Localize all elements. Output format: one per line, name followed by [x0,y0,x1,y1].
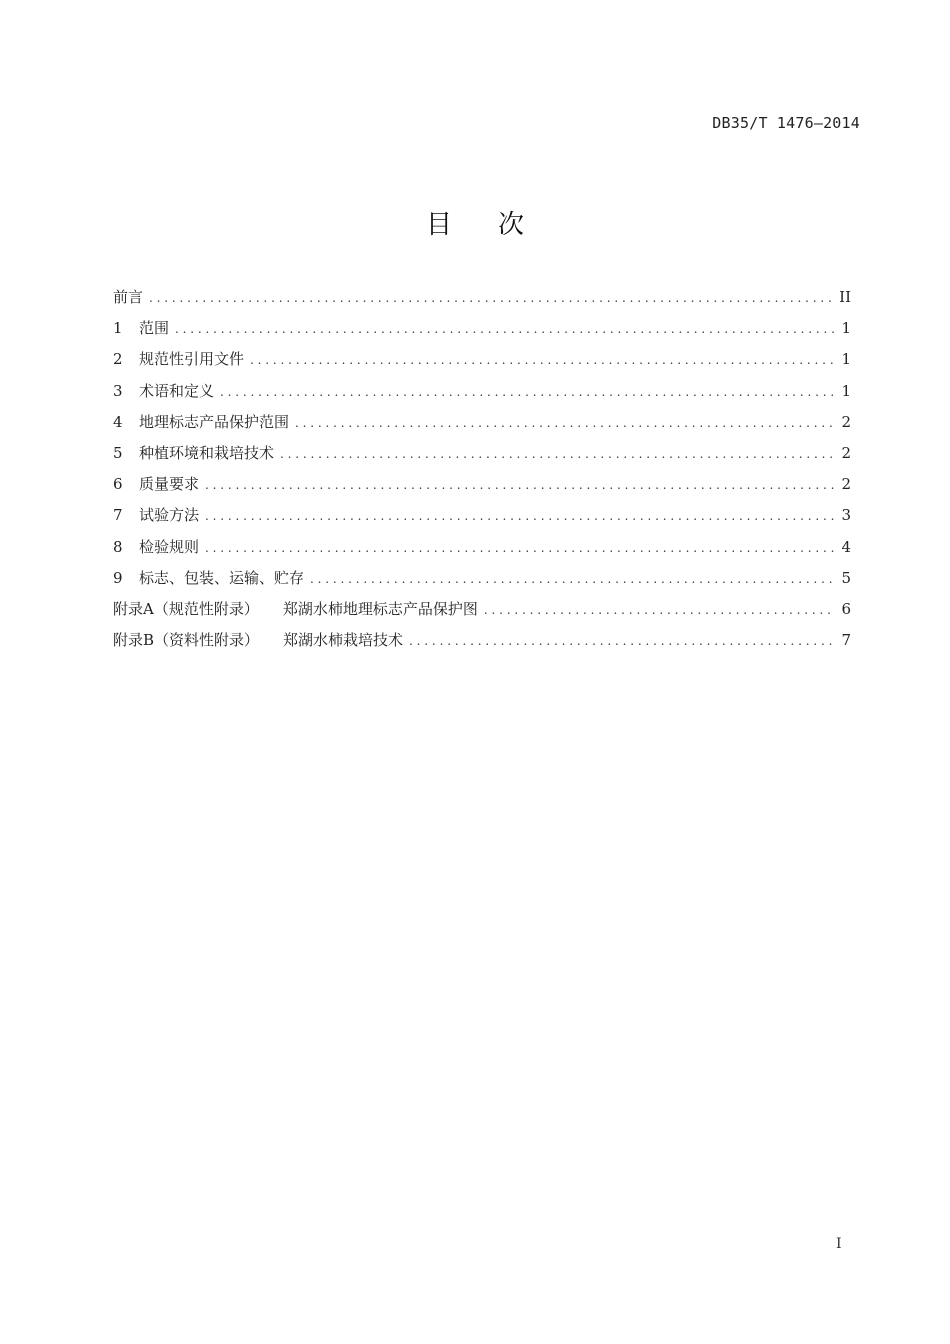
toc-entry-title: 术语和定义 [139,381,215,400]
toc-entry-title: 地理标志产品保护范围 [139,412,290,431]
toc-leader-dots [310,567,835,591]
toc-page-number: 3 [841,506,851,525]
toc-entry-9[interactable] [113,566,851,597]
toc-entry-5[interactable] [113,441,851,472]
toc-page-number: 5 [841,568,851,587]
toc-entry-title: 规范性引用文件 [139,350,245,369]
toc-leader-dots [220,380,835,404]
toc-section-number: 8 [113,537,123,556]
toc-section-number: 5 [113,443,123,462]
toc-entry-appendix-a[interactable] [113,597,851,628]
toc-entry-foreword[interactable] [113,285,851,316]
toc-page-number: 1 [841,350,851,369]
toc-entry-title: 质量要求 [139,475,200,494]
toc-entry-7[interactable] [113,503,851,534]
toc-section-number: 7 [113,506,123,525]
toc-page-number: 7 [841,631,851,650]
document-code: DB35/T 1476—2014 [712,114,860,132]
toc-page-number: 1 [841,381,851,400]
toc-entry-8[interactable] [113,535,851,566]
toc-entry-2[interactable] [113,347,851,378]
toc-section-number: 4 [113,412,123,431]
toc-section-number: 9 [113,568,123,587]
toc-entry-4[interactable] [113,410,851,441]
toc-section-number: 2 [113,350,123,369]
toc-entry-appendix-b[interactable] [113,628,851,659]
appendix-label: 附录B（资料性附录） [113,631,260,650]
toc-entry-title: 标志、包装、运输、贮存 [139,568,305,587]
toc-leader-dots [205,473,835,497]
toc-entry-title: 前言 [113,288,144,306]
title-char-1: 目 [425,210,452,240]
toc-section-number: 1 [113,319,123,338]
toc-entry-title: 种植环境和栽培技术 [139,443,275,462]
toc-entry-title: 检验规则 [139,537,200,556]
page-title [0,204,950,241]
toc-leader-dots [250,348,835,372]
toc-leader-dots [175,317,835,341]
toc-entry-3[interactable] [113,379,851,410]
toc-entry-1[interactable] [113,316,851,347]
toc-page-number: 1 [841,319,851,338]
toc-page-number: 4 [841,537,851,556]
toc-leader-dots [484,598,835,622]
toc-entry-title [113,628,403,652]
title-char-2: 次 [498,210,525,240]
toc-leader-dots [409,629,835,653]
table-of-contents [113,285,851,659]
appendix-subtitle: 郑湖水柿地理标志产品保护图 [282,599,478,618]
toc-page-number: 2 [841,475,851,494]
toc-entry-6[interactable] [113,472,851,503]
toc-leader-dots [280,442,835,466]
toc-entry-title: 试验方法 [139,506,200,525]
toc-page-number: 2 [841,412,851,431]
toc-entry-title [113,597,478,621]
toc-page-number: 2 [841,443,851,462]
toc-entry-title: 范围 [139,319,170,338]
toc-page-number: 6 [841,599,851,618]
toc-leader-dots [205,536,835,560]
toc-leader-dots [149,286,833,310]
toc-page-number: II [839,288,851,306]
toc-leader-dots [295,411,835,435]
appendix-subtitle: 郑湖水柿栽培技术 [283,631,404,650]
page-number: I [836,1236,842,1252]
toc-section-number: 6 [113,475,123,494]
appendix-label: 附录A（规范性附录） [113,599,259,618]
toc-leader-dots [205,504,835,528]
toc-section-number: 3 [113,381,123,400]
